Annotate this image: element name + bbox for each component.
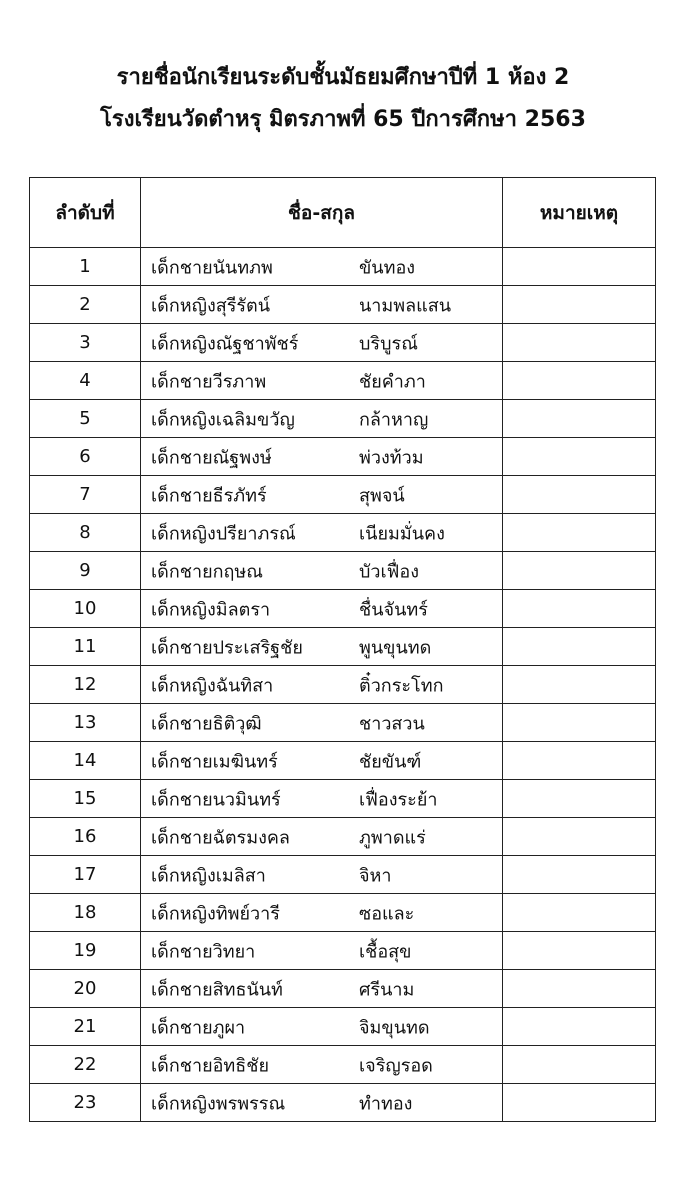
row-full-name (141, 552, 503, 590)
table-row (30, 438, 656, 476)
row-remarks (503, 324, 656, 362)
student-first-name: เด็กชายภูผา (151, 1017, 246, 1038)
row-remarks (503, 628, 656, 666)
page-subtitle: โรงเรียนวัดตำหรุ มิตรภาพที่ 65 ปีการศึกษา 2563 (100, 107, 586, 132)
row-order-number: 21 (30, 1008, 141, 1046)
student-last-name: กล้าหาญ (359, 409, 429, 430)
row-remarks (503, 780, 656, 818)
table-row (30, 286, 656, 324)
row-full-name (141, 628, 503, 666)
table-row (30, 666, 656, 704)
row-order-number: 18 (30, 894, 141, 932)
student-last-name: บริบูรณ์ (359, 333, 418, 354)
student-last-name: ชาวสวน (359, 713, 425, 734)
row-remarks (503, 476, 656, 514)
row-remarks (503, 1008, 656, 1046)
row-remarks (503, 970, 656, 1008)
student-last-name: ทำทอง (359, 1093, 413, 1114)
student-roster-table (29, 177, 656, 1122)
row-remarks (503, 248, 656, 286)
row-full-name (141, 514, 503, 552)
row-order-number: 6 (30, 438, 141, 476)
row-full-name (141, 476, 503, 514)
student-last-name: เฟื่องระย้า (359, 789, 438, 810)
student-first-name: เด็กหญิงปรียาภรณ์ (151, 523, 296, 544)
row-remarks (503, 438, 656, 476)
header-order-number: ลำดับที่ (30, 178, 141, 248)
row-order-number: 15 (30, 780, 141, 818)
student-first-name: เด็กหญิงฉันทิสา (151, 675, 274, 696)
student-first-name: เด็กหญิงมิลตรา (151, 599, 271, 620)
row-order-number: 23 (30, 1084, 141, 1122)
student-last-name: พูนขุนทด (359, 637, 432, 658)
student-last-name: จิหา (359, 865, 392, 886)
student-first-name: เด็กชายเมฆินทร์ (151, 751, 278, 772)
table-row (30, 818, 656, 856)
row-remarks (503, 590, 656, 628)
student-first-name: เด็กชายกฤษณ (151, 561, 263, 582)
table-row (30, 552, 656, 590)
row-order-number: 3 (30, 324, 141, 362)
student-last-name: จิมขุนทด (359, 1017, 430, 1038)
row-full-name (141, 894, 503, 932)
row-order-number: 19 (30, 932, 141, 970)
row-order-number: 10 (30, 590, 141, 628)
student-last-name: ศรีนาม (359, 979, 415, 1000)
student-first-name: เด็กชายธีรภัทร์ (151, 485, 267, 506)
row-full-name (141, 932, 503, 970)
row-order-number: 1 (30, 248, 141, 286)
student-first-name: เด็กชายวีรภาพ (151, 371, 267, 392)
table-row (30, 780, 656, 818)
student-last-name: ชัยคำภา (359, 371, 426, 392)
row-full-name (141, 1008, 503, 1046)
student-first-name: เด็กชายอิทธิชัย (151, 1055, 270, 1076)
row-remarks (503, 362, 656, 400)
student-last-name: เจริญรอด (359, 1055, 433, 1076)
table-row (30, 1046, 656, 1084)
table-row (30, 514, 656, 552)
row-order-number: 14 (30, 742, 141, 780)
student-first-name: เด็กหญิงณัฐชาพัชร์ (151, 333, 299, 354)
row-full-name (141, 856, 503, 894)
row-remarks (503, 1046, 656, 1084)
student-last-name: พ่วงท้วม (359, 447, 424, 468)
student-last-name: เชื้อสุข (359, 941, 412, 962)
row-order-number: 8 (30, 514, 141, 552)
row-full-name (141, 780, 503, 818)
table-row (30, 628, 656, 666)
table-row (30, 248, 656, 286)
student-first-name: เด็กชายธิติวุฒิ (151, 713, 262, 734)
table-header-row (30, 178, 656, 248)
student-last-name: ชัยขันฑ์ (359, 751, 422, 772)
row-full-name (141, 970, 503, 1008)
row-order-number: 13 (30, 704, 141, 742)
row-full-name (141, 1046, 503, 1084)
row-remarks (503, 286, 656, 324)
row-full-name (141, 590, 503, 628)
row-remarks (503, 856, 656, 894)
row-remarks (503, 1084, 656, 1122)
table-row (30, 742, 656, 780)
student-first-name: เด็กชายฉัตรมงคล (151, 827, 290, 848)
row-order-number: 20 (30, 970, 141, 1008)
row-order-number: 9 (30, 552, 141, 590)
student-last-name: ชื่นจันทร์ (359, 599, 428, 620)
table-row (30, 324, 656, 362)
student-first-name: เด็กหญิงพรพรรณ (151, 1093, 286, 1114)
student-first-name: เด็กหญิงทิพย์วารี (151, 903, 280, 924)
row-full-name (141, 666, 503, 704)
student-last-name: บัวเฟื่อง (359, 561, 420, 582)
row-remarks (503, 894, 656, 932)
student-last-name: เนียมมั่นคง (359, 523, 445, 544)
student-first-name: เด็กชายนันทภพ (151, 257, 273, 278)
row-full-name (141, 286, 503, 324)
student-last-name: สุพจน์ (359, 485, 405, 506)
student-first-name: เด็กชายประเสริฐชัย (151, 637, 303, 658)
row-order-number: 7 (30, 476, 141, 514)
row-order-number: 5 (30, 400, 141, 438)
student-first-name: เด็กชายณัฐพงษ์ (151, 447, 272, 468)
row-remarks (503, 552, 656, 590)
table-row (30, 932, 656, 970)
student-first-name: เด็กหญิงสุรีรัตน์ (151, 295, 271, 316)
row-order-number: 17 (30, 856, 141, 894)
row-order-number: 2 (30, 286, 141, 324)
student-first-name: เด็กชายสิทธนันท์ (151, 979, 283, 1000)
table-row (30, 1008, 656, 1046)
table-row (30, 1084, 656, 1122)
row-remarks (503, 742, 656, 780)
row-full-name (141, 438, 503, 476)
row-order-number: 22 (30, 1046, 141, 1084)
row-remarks (503, 818, 656, 856)
table-row (30, 400, 656, 438)
row-order-number: 4 (30, 362, 141, 400)
row-full-name (141, 324, 503, 362)
student-first-name: เด็กชายนวมินทร์ (151, 789, 281, 810)
table-row (30, 894, 656, 932)
row-order-number: 11 (30, 628, 141, 666)
table-row (30, 476, 656, 514)
student-last-name: นามพลแสน (359, 295, 452, 316)
table-row (30, 856, 656, 894)
row-full-name (141, 1084, 503, 1122)
row-remarks (503, 932, 656, 970)
row-remarks (503, 666, 656, 704)
row-full-name (141, 248, 503, 286)
page-title: รายชื่อนักเรียนระดับชั้นมัธยมศึกษาปีที่ 1 ห้อง 2 (116, 65, 570, 90)
student-last-name: ภูพาดแร่ (359, 827, 426, 848)
student-last-name: ซอและ (359, 903, 415, 924)
row-remarks (503, 514, 656, 552)
student-first-name: เด็กหญิงเฉลิมขวัญ (151, 409, 295, 430)
student-last-name: ติ๋วกระโทก (359, 675, 444, 696)
header-full-name: ชื่อ-สกุล (141, 178, 503, 248)
row-full-name (141, 818, 503, 856)
student-first-name: เด็กหญิงเมลิสา (151, 865, 266, 886)
row-full-name (141, 704, 503, 742)
row-full-name (141, 742, 503, 780)
table-row (30, 362, 656, 400)
row-full-name (141, 362, 503, 400)
row-full-name (141, 400, 503, 438)
row-remarks (503, 704, 656, 742)
row-order-number: 12 (30, 666, 141, 704)
student-first-name: เด็กชายวิทยา (151, 941, 256, 962)
row-remarks (503, 400, 656, 438)
table-row (30, 970, 656, 1008)
table-row (30, 590, 656, 628)
table-row (30, 704, 656, 742)
student-last-name: ขันทอง (359, 257, 416, 278)
header-remarks: หมายเหตุ (503, 178, 656, 248)
row-order-number: 16 (30, 818, 141, 856)
table-body (30, 248, 656, 1122)
